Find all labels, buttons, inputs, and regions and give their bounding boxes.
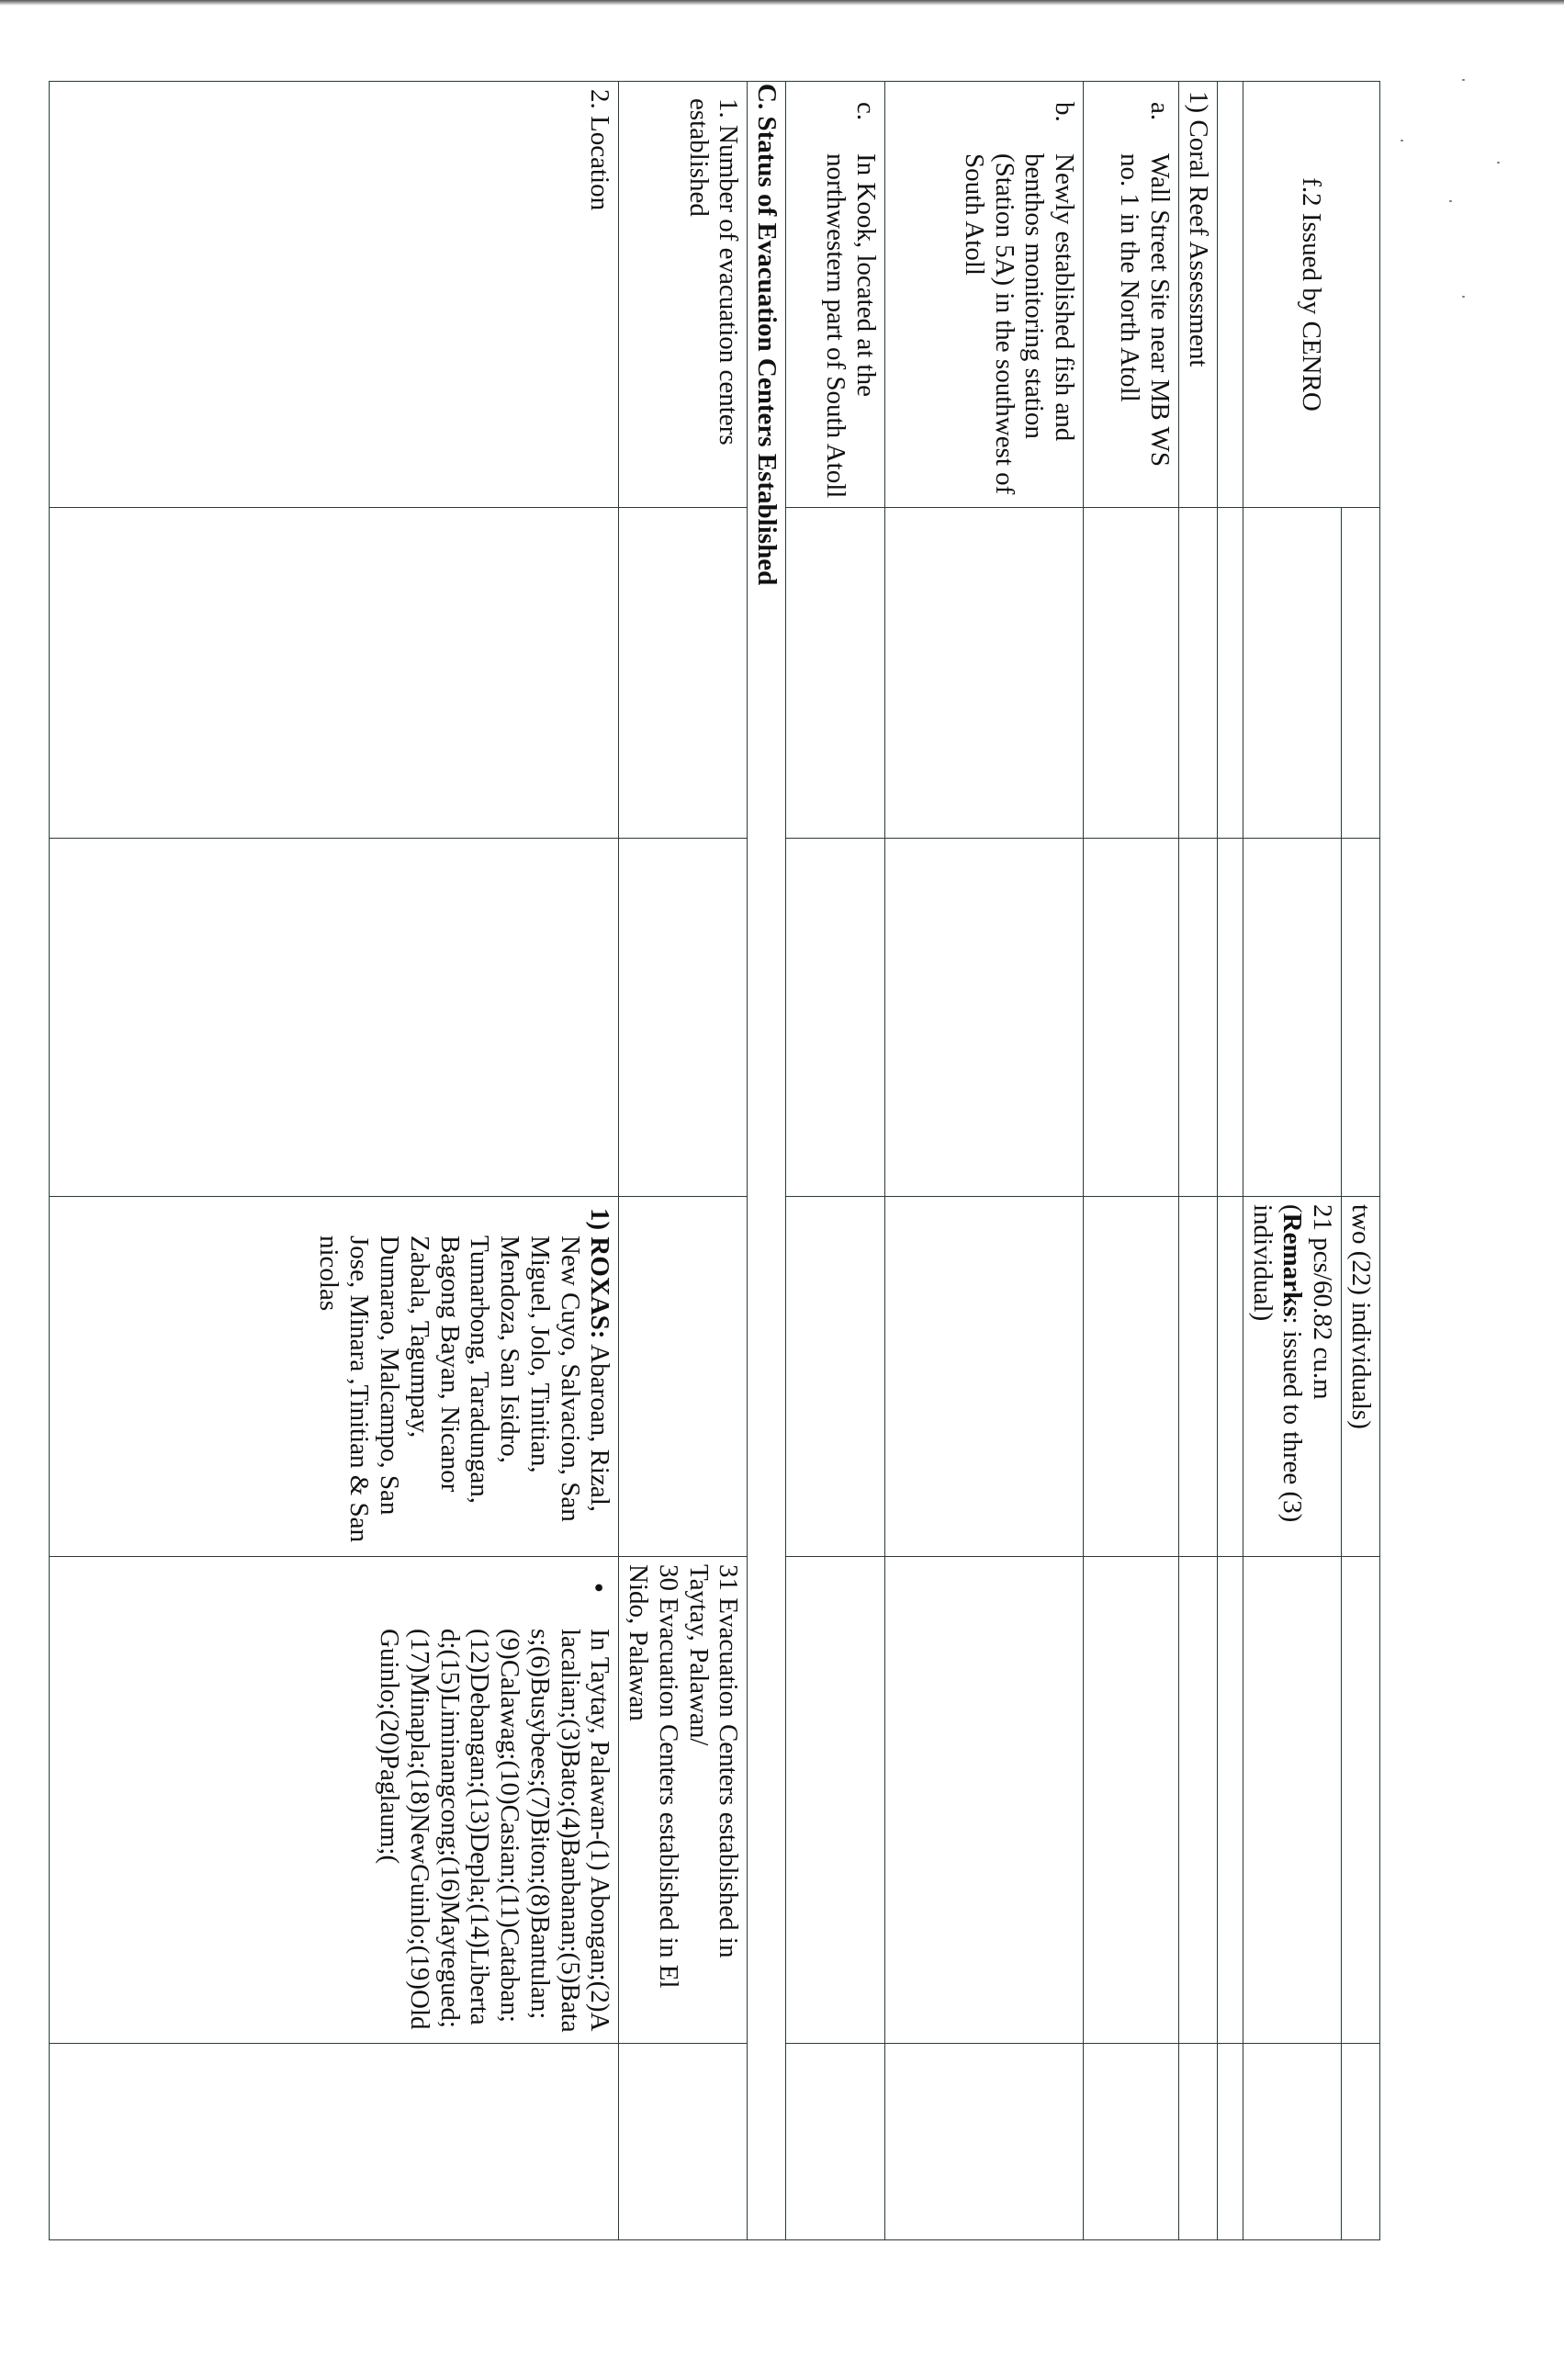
rotated-document-page xyxy=(205,81,1380,2239)
taytay-list xyxy=(374,1564,614,2036)
taytay-count: 31 Evacuation Centers established in Taytay, Palawan/ xyxy=(683,1564,744,1958)
table-row xyxy=(1217,82,1243,2240)
roxas-label: 1) ROXAS: xyxy=(585,1208,615,1339)
coral-item-b xyxy=(885,82,1084,508)
evacuation-section-title: C. Status of Evacuation Centers Established xyxy=(748,82,786,2240)
remarks-text: : issued to three (3) individual) xyxy=(1247,1204,1308,1523)
evac-location-label: 2. Location xyxy=(50,82,619,508)
coral-item-c xyxy=(786,82,885,508)
table-row xyxy=(50,82,619,2240)
elnido-count: 30 Evacuation Centers established in El Nido, Palawan xyxy=(624,1564,683,1989)
coral-reef-heading: 1) Coral Reef Assessment xyxy=(1179,82,1218,508)
scan-speck xyxy=(1462,296,1465,298)
f2-issued-label: f.2 Issued by CENRO xyxy=(1243,82,1379,508)
scan-top-edge xyxy=(0,0,1564,6)
evac-number-label: 1. Number of evacuation centers established xyxy=(619,82,748,508)
coral-item-a xyxy=(1084,82,1179,508)
item-c-label: c. xyxy=(851,102,882,121)
item-c-text: In Kook, located at the northwestern part of South Atoll xyxy=(821,153,882,499)
taytay-cell xyxy=(50,1557,619,2044)
table-row xyxy=(1084,82,1179,2240)
item-a-label: a. xyxy=(1145,102,1176,121)
scan-speck xyxy=(1449,200,1452,202)
evac-number-value xyxy=(619,1557,748,2044)
table-row xyxy=(786,82,885,2240)
table-row xyxy=(748,82,786,2240)
cenro-volume: 21 pcs/60.82 cu.m xyxy=(1308,1204,1338,1400)
remarks-label: Remarks xyxy=(1277,1213,1308,1317)
roxas-cell xyxy=(50,1197,619,1557)
table-row xyxy=(619,82,748,2240)
scan-speck xyxy=(1462,79,1465,81)
taytay-list-item: ● In Taytay, Palawan-(1) Abongan;(2)Alacalian;(3)Bato;(4)Banbanan;(5)Batas;(6)Busybees;(7)Biton;(8)Bantulan;(9)Calawag;(10)Casian;(11)Cataban;(12)Debangan;(13)Depla;(14)Libertad;(15)Liminangcong;(16)Maytegued;(17)Minapla;(18)NewGuinlo;(19)OldGuinlo;(20)Paglaum;( xyxy=(374,1629,614,2036)
scan-speck xyxy=(1401,140,1403,141)
table-row xyxy=(1179,82,1218,2240)
table-row xyxy=(1342,82,1380,2240)
cenro-remarks: (Remarks: issued to three (3) individual) xyxy=(1247,1204,1308,1523)
individuals-value: two (22) individuals) xyxy=(1342,1197,1380,1557)
scan-speck xyxy=(1497,162,1500,164)
roxas-barangays: Abaroan, Rizal, New Cuyo, Salvacion, San Miguel, Jolo, Tinitian, Mendoza, San Isidro, Tumarbong, Taradungan, Bagong Bayan, Nicanor Zabala, Tagumpay, Dumarao, Malcampo, San Jose, Minara ,Tinitian & San nicolas xyxy=(314,1235,615,1543)
report-table xyxy=(49,81,1380,2240)
item-b-label: b. xyxy=(1050,102,1080,122)
table-row xyxy=(885,82,1084,2240)
cenro-value-cell xyxy=(1243,1197,1341,1557)
item-a-text: Wall Street Site near MB WS no. 1 in the North Atoll xyxy=(1115,153,1176,468)
item-b-text: Newly established fish and benthos monitoring station (Station 5A) in the southwest of South Atoll xyxy=(959,153,1080,495)
